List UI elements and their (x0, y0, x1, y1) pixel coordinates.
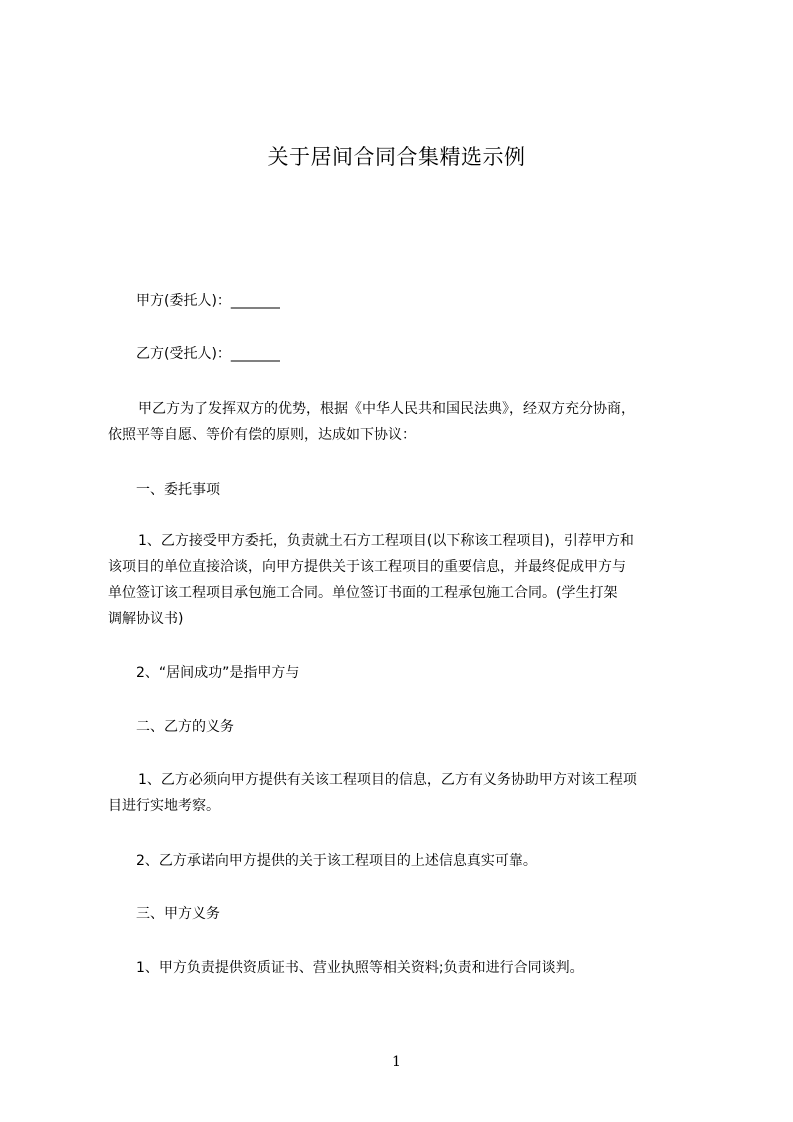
section1-heading: 一、委托事项 (136, 482, 220, 498)
party-a-line: 甲方(委托人)：_______ (136, 293, 280, 309)
section1-item1-line-4: 调解协议书) (108, 611, 184, 627)
party-b-line: 乙方(受托人)：_______ (136, 346, 280, 362)
page-number: 1 (392, 1054, 401, 1070)
intro-line-2: 依照平等自愿、等价有偿的原则，达成如下协议： (108, 427, 416, 443)
section2-item1-paragraph (108, 767, 637, 819)
section2-item2: 2、乙方承诺向甲方提供的关于该工程项目的上述信息真实可靠。 (136, 853, 537, 869)
section1-item1-line-3: 单位签订该工程项目承包施工合同。单位签订书面的工程承包施工合同。(学生打架 (108, 585, 618, 601)
section1-item1-paragraph (108, 528, 634, 632)
section3-heading: 三、甲方义务 (136, 906, 220, 922)
section3-item1: 1、甲方负责提供资质证书、营业执照等相关资料;负责和进行合同谈判。 (136, 960, 584, 976)
document-title: 关于居间合同合集精选示例 (267, 145, 526, 169)
section1-item1-line-1: 1、乙方接受甲方委托，负责就土石方工程项目(以下称该工程项目)，引荐甲方和 (138, 533, 634, 549)
section2-item1-line-2: 目进行实地考察。 (108, 798, 220, 814)
section1-item2: 2、“居间成功”是指甲方与 (136, 665, 300, 681)
section2-item1-line-1: 1、乙方必须向甲方提供有关该工程项目的信息，乙方有义务协助甲方对该工程项 (138, 772, 637, 788)
intro-paragraph (108, 396, 635, 448)
intro-line-1: 甲乙方为了发挥双方的优势，根据《中华人民共和国民法典》，经双方充分协商， (138, 401, 635, 417)
section1-item1-line-2: 该项目的单位直接洽谈，向甲方提供关于该工程项目的重要信息，并最终促成甲方与 (108, 559, 626, 575)
section2-heading: 二、乙方的义务 (136, 719, 234, 735)
